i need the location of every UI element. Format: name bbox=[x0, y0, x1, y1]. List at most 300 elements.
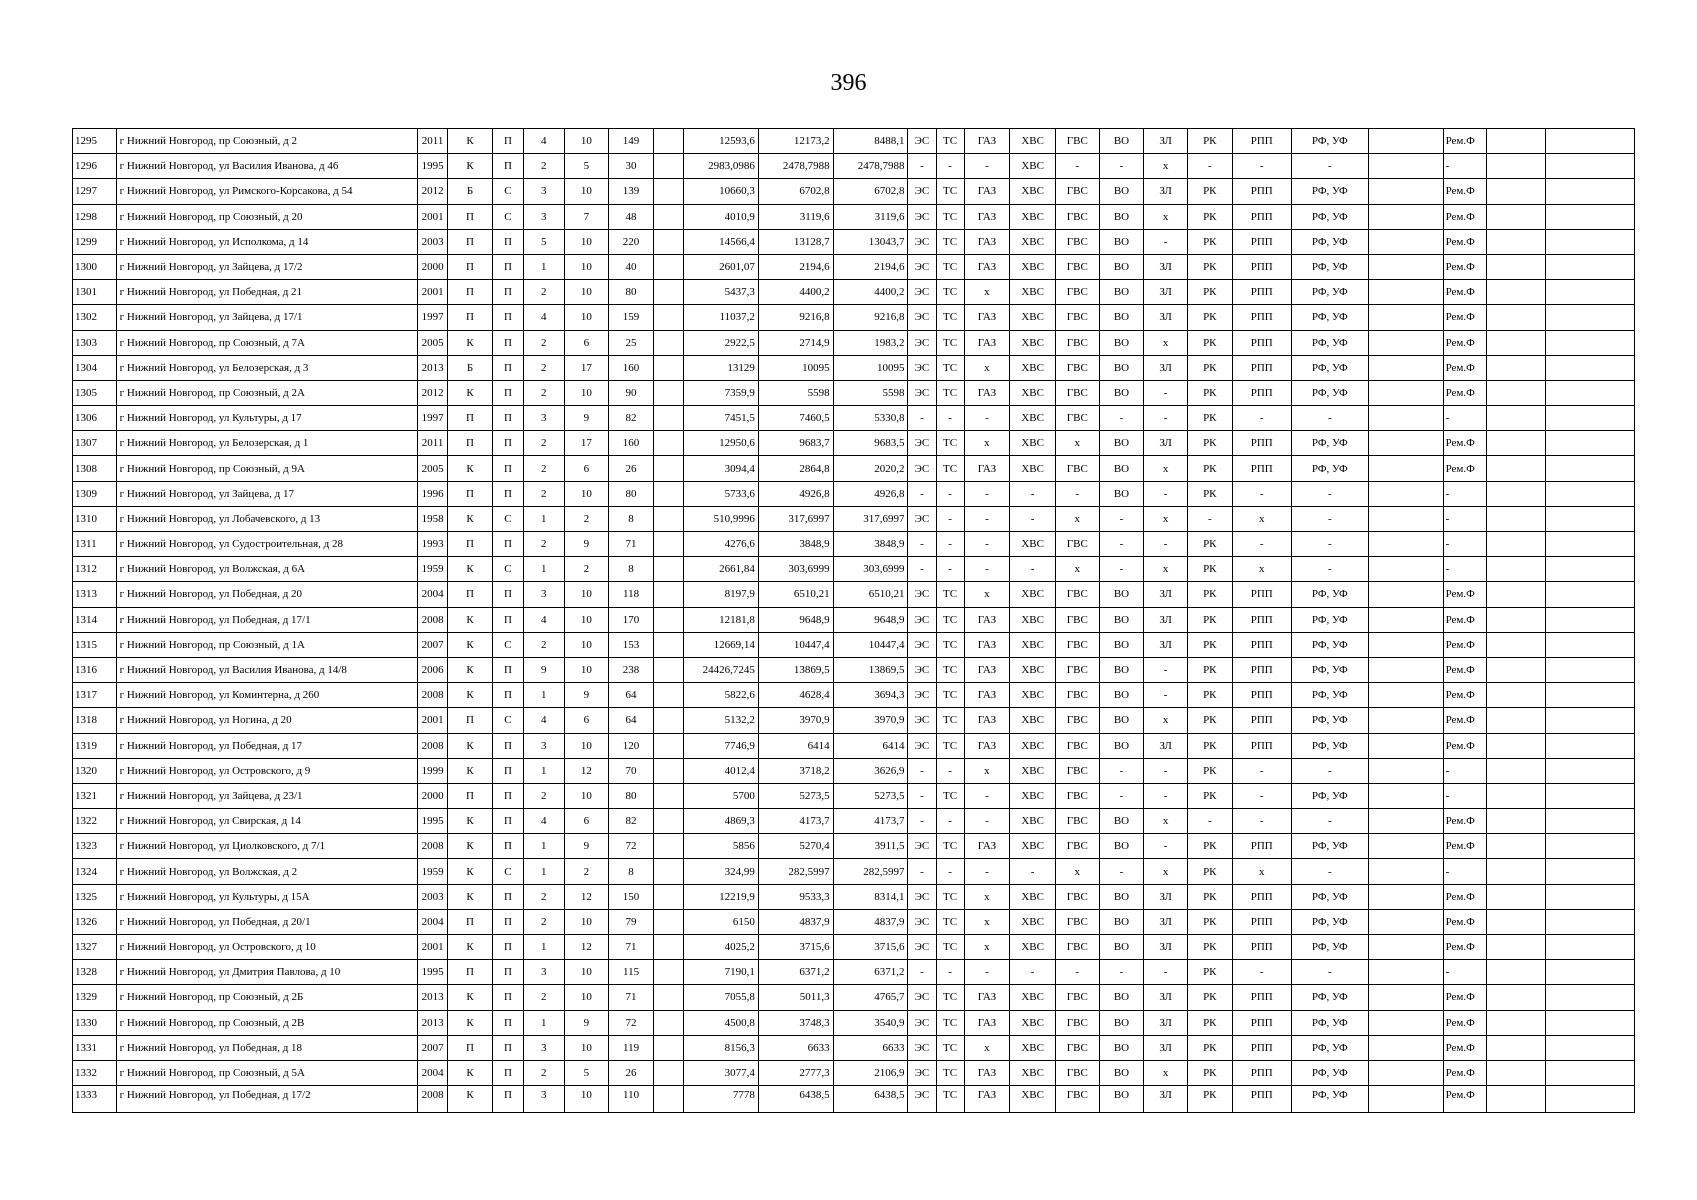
cell-es: - bbox=[908, 481, 936, 506]
cell-rf-uf: РФ, УФ bbox=[1291, 456, 1368, 481]
cell-apartments: 160 bbox=[609, 355, 654, 380]
cell-gvs: ГВС bbox=[1055, 254, 1099, 279]
cell-area-living: 4926,8 bbox=[758, 481, 833, 506]
cell-rk: РК bbox=[1187, 305, 1232, 330]
cell-area-residential: 2478,7988 bbox=[833, 154, 908, 179]
cell-area-total: 11037,2 bbox=[684, 305, 759, 330]
cell-address: г Нижний Новгород, ул Волжская, д 6А bbox=[116, 557, 417, 582]
cell-hvs: ХВС bbox=[1010, 683, 1056, 708]
cell-es: ЭС bbox=[908, 1060, 936, 1085]
cell-floors: 5 bbox=[564, 154, 609, 179]
cell-hvs: ХВС bbox=[1010, 129, 1056, 154]
cell-rk: - bbox=[1187, 154, 1232, 179]
cell-floors: 10 bbox=[564, 909, 609, 934]
cell-num: 1304 bbox=[73, 355, 117, 380]
cell-apartments: 82 bbox=[609, 809, 654, 834]
cell-vo: ВО bbox=[1099, 1010, 1144, 1035]
cell-rk: РК bbox=[1187, 532, 1232, 557]
cell-rem-f: Рем.Ф bbox=[1443, 582, 1487, 607]
cell-blank-b bbox=[1368, 179, 1443, 204]
cell-zl: - bbox=[1144, 758, 1188, 783]
cell-num: 1313 bbox=[73, 582, 117, 607]
cell-gvs: ГВС bbox=[1055, 229, 1099, 254]
cell-wall: П bbox=[492, 783, 523, 808]
cell-wall: П bbox=[492, 1060, 523, 1085]
cell-year: 1959 bbox=[418, 557, 448, 582]
cell-apartments: 120 bbox=[609, 733, 654, 758]
cell-ts: ТС bbox=[936, 305, 964, 330]
cell-gaz: ГАЗ bbox=[964, 179, 1010, 204]
cell-zl: х bbox=[1144, 154, 1188, 179]
cell-area-total: 7359,9 bbox=[684, 380, 759, 405]
cell-entrances: 2 bbox=[524, 632, 565, 657]
cell-num: 1333 bbox=[73, 1086, 117, 1113]
cell-blank-d bbox=[1546, 582, 1635, 607]
cell-floors: 9 bbox=[564, 834, 609, 859]
cell-blank-c bbox=[1487, 708, 1546, 733]
cell-area-residential: 3911,5 bbox=[833, 834, 908, 859]
cell-rem-f: Рем.Ф bbox=[1443, 733, 1487, 758]
cell-area-living: 3970,9 bbox=[758, 708, 833, 733]
cell-gvs: ГВС bbox=[1055, 783, 1099, 808]
cell-gaz: - bbox=[964, 859, 1010, 884]
cell-rf-uf: РФ, УФ bbox=[1291, 305, 1368, 330]
cell-ts: ТС bbox=[936, 1060, 964, 1085]
cell-num: 1308 bbox=[73, 456, 117, 481]
cell-blank-a bbox=[653, 431, 683, 456]
cell-gvs: ГВС bbox=[1055, 532, 1099, 557]
cell-rem-f: Рем.Ф bbox=[1443, 280, 1487, 305]
cell-blank-a bbox=[653, 657, 683, 682]
cell-blank-d bbox=[1546, 1060, 1635, 1085]
cell-area-total: 4010,9 bbox=[684, 204, 759, 229]
cell-blank-b bbox=[1368, 607, 1443, 632]
table-row bbox=[73, 1060, 1635, 1085]
cell-blank-d bbox=[1546, 179, 1635, 204]
cell-gvs: ГВС bbox=[1055, 632, 1099, 657]
cell-floors: 10 bbox=[564, 657, 609, 682]
cell-zl: х bbox=[1144, 708, 1188, 733]
cell-vo: - bbox=[1099, 557, 1144, 582]
cell-rk: РК bbox=[1187, 632, 1232, 657]
cell-wall: П bbox=[492, 985, 523, 1010]
cell-area-living: 4628,4 bbox=[758, 683, 833, 708]
cell-blank-a bbox=[653, 557, 683, 582]
cell-num: 1314 bbox=[73, 607, 117, 632]
cell-vo: - bbox=[1099, 532, 1144, 557]
cell-zl: ЗЛ bbox=[1144, 582, 1188, 607]
cell-num: 1331 bbox=[73, 1035, 117, 1060]
cell-material: К bbox=[448, 506, 493, 531]
cell-area-living: 12173,2 bbox=[758, 129, 833, 154]
cell-year: 2011 bbox=[418, 129, 448, 154]
cell-area-total: 2983,0986 bbox=[684, 154, 759, 179]
cell-address: г Нижний Новгород, ул Дмитрия Павлова, д 10 bbox=[116, 960, 417, 985]
cell-num: 1306 bbox=[73, 406, 117, 431]
cell-rk: РК bbox=[1187, 985, 1232, 1010]
cell-gvs: ГВС bbox=[1055, 985, 1099, 1010]
cell-wall: П bbox=[492, 280, 523, 305]
cell-es: - bbox=[908, 809, 936, 834]
cell-rf-uf: РФ, УФ bbox=[1291, 1060, 1368, 1085]
cell-year: 2007 bbox=[418, 632, 448, 657]
cell-area-total: 5822,6 bbox=[684, 683, 759, 708]
cell-blank-a bbox=[653, 481, 683, 506]
cell-area-living: 9216,8 bbox=[758, 305, 833, 330]
cell-area-total: 7451,5 bbox=[684, 406, 759, 431]
cell-entrances: 2 bbox=[524, 481, 565, 506]
cell-address: г Нижний Новгород, ул Победная, д 20 bbox=[116, 582, 417, 607]
cell-ts: ТС bbox=[936, 456, 964, 481]
cell-wall: П bbox=[492, 607, 523, 632]
cell-zl: ЗЛ bbox=[1144, 254, 1188, 279]
table-row bbox=[73, 456, 1635, 481]
cell-area-total: 2601,07 bbox=[684, 254, 759, 279]
cell-rpp: РПП bbox=[1232, 129, 1291, 154]
cell-year: 1958 bbox=[418, 506, 448, 531]
cell-area-residential: 2020,2 bbox=[833, 456, 908, 481]
cell-es: ЭС bbox=[908, 179, 936, 204]
cell-gvs: ГВС bbox=[1055, 305, 1099, 330]
cell-blank-c bbox=[1487, 280, 1546, 305]
cell-year: 2005 bbox=[418, 456, 448, 481]
cell-blank-c bbox=[1487, 783, 1546, 808]
cell-entrances: 2 bbox=[524, 380, 565, 405]
cell-gvs: ГВС bbox=[1055, 657, 1099, 682]
cell-blank-c bbox=[1487, 657, 1546, 682]
cell-apartments: 118 bbox=[609, 582, 654, 607]
cell-entrances: 2 bbox=[524, 154, 565, 179]
cell-area-total: 510,9996 bbox=[684, 506, 759, 531]
cell-blank-a bbox=[653, 809, 683, 834]
cell-zl: ЗЛ bbox=[1144, 607, 1188, 632]
cell-rpp: - bbox=[1232, 154, 1291, 179]
cell-ts: - bbox=[936, 960, 964, 985]
cell-vo: - bbox=[1099, 406, 1144, 431]
cell-rk: РК bbox=[1187, 431, 1232, 456]
cell-area-total: 12181,8 bbox=[684, 607, 759, 632]
cell-year: 2013 bbox=[418, 355, 448, 380]
cell-blank-c bbox=[1487, 154, 1546, 179]
cell-hvs: ХВС bbox=[1010, 909, 1056, 934]
cell-gaz: х bbox=[964, 582, 1010, 607]
cell-floors: 12 bbox=[564, 935, 609, 960]
cell-blank-d bbox=[1546, 683, 1635, 708]
cell-es: ЭС bbox=[908, 280, 936, 305]
cell-blank-c bbox=[1487, 557, 1546, 582]
cell-area-residential: 1983,2 bbox=[833, 330, 908, 355]
cell-es: ЭС bbox=[908, 380, 936, 405]
table-row bbox=[73, 406, 1635, 431]
cell-address: г Нижний Новгород, ул Победная, д 20/1 bbox=[116, 909, 417, 934]
cell-blank-a bbox=[653, 330, 683, 355]
cell-apartments: 80 bbox=[609, 783, 654, 808]
cell-ts: ТС bbox=[936, 129, 964, 154]
cell-gaz: ГАЗ bbox=[964, 607, 1010, 632]
cell-zl: - bbox=[1144, 532, 1188, 557]
cell-hvs: ХВС bbox=[1010, 607, 1056, 632]
cell-wall: С bbox=[492, 632, 523, 657]
cell-blank-a bbox=[653, 532, 683, 557]
cell-rem-f: - bbox=[1443, 406, 1487, 431]
cell-area-living: 6438,5 bbox=[758, 1086, 833, 1113]
cell-rem-f: Рем.Ф bbox=[1443, 355, 1487, 380]
cell-floors: 6 bbox=[564, 809, 609, 834]
cell-area-living: 6414 bbox=[758, 733, 833, 758]
cell-gaz: - bbox=[964, 154, 1010, 179]
cell-zl: ЗЛ bbox=[1144, 884, 1188, 909]
cell-blank-b bbox=[1368, 834, 1443, 859]
cell-area-living: 5011,3 bbox=[758, 985, 833, 1010]
cell-apartments: 25 bbox=[609, 330, 654, 355]
cell-area-total: 4025,2 bbox=[684, 935, 759, 960]
cell-blank-c bbox=[1487, 909, 1546, 934]
cell-rpp: РПП bbox=[1232, 1086, 1291, 1113]
cell-ts: ТС bbox=[936, 783, 964, 808]
cell-zl: - bbox=[1144, 834, 1188, 859]
cell-rf-uf: РФ, УФ bbox=[1291, 733, 1368, 758]
cell-year: 2008 bbox=[418, 834, 448, 859]
cell-rem-f: Рем.Ф bbox=[1443, 254, 1487, 279]
cell-zl: х bbox=[1144, 456, 1188, 481]
cell-apartments: 238 bbox=[609, 657, 654, 682]
cell-vo: ВО bbox=[1099, 1035, 1144, 1060]
cell-rf-uf: РФ, УФ bbox=[1291, 708, 1368, 733]
cell-floors: 10 bbox=[564, 733, 609, 758]
table-row bbox=[73, 1010, 1635, 1035]
cell-blank-d bbox=[1546, 129, 1635, 154]
cell-apartments: 71 bbox=[609, 532, 654, 557]
cell-apartments: 110 bbox=[609, 1086, 654, 1113]
cell-num: 1326 bbox=[73, 909, 117, 934]
cell-apartments: 82 bbox=[609, 406, 654, 431]
cell-ts: ТС bbox=[936, 607, 964, 632]
cell-vo: ВО bbox=[1099, 985, 1144, 1010]
cell-hvs: - bbox=[1010, 481, 1056, 506]
cell-blank-d bbox=[1546, 809, 1635, 834]
cell-area-living: 5273,5 bbox=[758, 783, 833, 808]
cell-rem-f: Рем.Ф bbox=[1443, 179, 1487, 204]
cell-floors: 10 bbox=[564, 229, 609, 254]
cell-apartments: 149 bbox=[609, 129, 654, 154]
cell-address: г Нижний Новгород, ул Циолковского, д 7/1 bbox=[116, 834, 417, 859]
cell-rem-f: - bbox=[1443, 506, 1487, 531]
cell-floors: 10 bbox=[564, 960, 609, 985]
cell-year: 1995 bbox=[418, 960, 448, 985]
cell-rf-uf: РФ, УФ bbox=[1291, 985, 1368, 1010]
cell-rem-f: Рем.Ф bbox=[1443, 456, 1487, 481]
cell-hvs: ХВС bbox=[1010, 834, 1056, 859]
cell-hvs: - bbox=[1010, 960, 1056, 985]
cell-ts: - bbox=[936, 557, 964, 582]
cell-rem-f: Рем.Ф bbox=[1443, 1010, 1487, 1035]
cell-area-residential: 5598 bbox=[833, 380, 908, 405]
cell-address: г Нижний Новгород, ул Островского, д 10 bbox=[116, 935, 417, 960]
cell-gvs: ГВС bbox=[1055, 607, 1099, 632]
cell-material: К bbox=[448, 985, 493, 1010]
cell-ts: ТС bbox=[936, 834, 964, 859]
table-row bbox=[73, 129, 1635, 154]
cell-gvs: ГВС bbox=[1055, 179, 1099, 204]
cell-rpp: РПП bbox=[1232, 632, 1291, 657]
cell-rf-uf: РФ, УФ bbox=[1291, 1035, 1368, 1060]
cell-area-living: 3715,6 bbox=[758, 935, 833, 960]
cell-zl: - bbox=[1144, 783, 1188, 808]
cell-blank-d bbox=[1546, 884, 1635, 909]
cell-address: г Нижний Новгород, пр Союзный, д 2А bbox=[116, 380, 417, 405]
cell-blank-b bbox=[1368, 305, 1443, 330]
cell-hvs: ХВС bbox=[1010, 355, 1056, 380]
cell-blank-c bbox=[1487, 884, 1546, 909]
cell-entrances: 4 bbox=[524, 708, 565, 733]
cell-gaz: х bbox=[964, 431, 1010, 456]
cell-area-total: 4869,3 bbox=[684, 809, 759, 834]
cell-gaz: ГАЗ bbox=[964, 1060, 1010, 1085]
cell-rem-f: Рем.Ф bbox=[1443, 380, 1487, 405]
cell-blank-c bbox=[1487, 683, 1546, 708]
cell-es: ЭС bbox=[908, 632, 936, 657]
cell-material: П bbox=[448, 229, 493, 254]
cell-blank-b bbox=[1368, 380, 1443, 405]
cell-hvs: ХВС bbox=[1010, 532, 1056, 557]
cell-area-total: 3077,4 bbox=[684, 1060, 759, 1085]
cell-blank-c bbox=[1487, 834, 1546, 859]
cell-blank-d bbox=[1546, 154, 1635, 179]
cell-rk: - bbox=[1187, 506, 1232, 531]
cell-rf-uf: - bbox=[1291, 960, 1368, 985]
cell-blank-b bbox=[1368, 254, 1443, 279]
table-row bbox=[73, 935, 1635, 960]
cell-blank-c bbox=[1487, 758, 1546, 783]
cell-hvs: ХВС bbox=[1010, 582, 1056, 607]
cell-year: 2001 bbox=[418, 204, 448, 229]
cell-gvs: х bbox=[1055, 859, 1099, 884]
table-row bbox=[73, 884, 1635, 909]
cell-es: ЭС bbox=[908, 254, 936, 279]
cell-rf-uf: - bbox=[1291, 758, 1368, 783]
cell-hvs: ХВС bbox=[1010, 985, 1056, 1010]
cell-blank-b bbox=[1368, 229, 1443, 254]
cell-wall: П bbox=[492, 254, 523, 279]
cell-rem-f: Рем.Ф bbox=[1443, 909, 1487, 934]
cell-blank-d bbox=[1546, 859, 1635, 884]
cell-es: ЭС bbox=[908, 431, 936, 456]
cell-wall: П bbox=[492, 355, 523, 380]
cell-num: 1325 bbox=[73, 884, 117, 909]
cell-hvs: ХВС bbox=[1010, 330, 1056, 355]
cell-area-living: 2714,9 bbox=[758, 330, 833, 355]
cell-area-residential: 6414 bbox=[833, 733, 908, 758]
cell-rf-uf: РФ, УФ bbox=[1291, 380, 1368, 405]
cell-rk: РК bbox=[1187, 456, 1232, 481]
cell-vo: ВО bbox=[1099, 632, 1144, 657]
cell-ts: ТС bbox=[936, 380, 964, 405]
cell-hvs: ХВС bbox=[1010, 431, 1056, 456]
cell-gvs: ГВС bbox=[1055, 708, 1099, 733]
cell-area-total: 7746,9 bbox=[684, 733, 759, 758]
cell-vo: ВО bbox=[1099, 909, 1144, 934]
cell-year: 2004 bbox=[418, 1060, 448, 1085]
cell-material: К bbox=[448, 809, 493, 834]
cell-rk: РК bbox=[1187, 557, 1232, 582]
cell-area-residential: 317,6997 bbox=[833, 506, 908, 531]
cell-wall: П bbox=[492, 582, 523, 607]
cell-year: 2012 bbox=[418, 380, 448, 405]
table-row bbox=[73, 733, 1635, 758]
cell-area-residential: 10095 bbox=[833, 355, 908, 380]
cell-hvs: ХВС bbox=[1010, 204, 1056, 229]
cell-material: К bbox=[448, 935, 493, 960]
cell-es: ЭС bbox=[908, 355, 936, 380]
cell-area-living: 10095 bbox=[758, 355, 833, 380]
cell-entrances: 2 bbox=[524, 884, 565, 909]
cell-rem-f: - bbox=[1443, 758, 1487, 783]
cell-address: г Нижний Новгород, ул Свирская, д 14 bbox=[116, 809, 417, 834]
cell-blank-a bbox=[653, 834, 683, 859]
cell-material: К bbox=[448, 758, 493, 783]
cell-blank-b bbox=[1368, 154, 1443, 179]
cell-rpp: РПП bbox=[1232, 607, 1291, 632]
cell-gvs: ГВС bbox=[1055, 129, 1099, 154]
cell-zl: ЗЛ bbox=[1144, 179, 1188, 204]
cell-rem-f: - bbox=[1443, 532, 1487, 557]
cell-area-residential: 4837,9 bbox=[833, 909, 908, 934]
cell-address: г Нижний Новгород, пр Союзный, д 5А bbox=[116, 1060, 417, 1085]
cell-year: 1997 bbox=[418, 305, 448, 330]
cell-year: 2005 bbox=[418, 330, 448, 355]
cell-area-living: 13869,5 bbox=[758, 657, 833, 682]
cell-blank-c bbox=[1487, 960, 1546, 985]
cell-area-living: 282,5997 bbox=[758, 859, 833, 884]
cell-area-total: 5856 bbox=[684, 834, 759, 859]
cell-blank-a bbox=[653, 960, 683, 985]
table-row bbox=[73, 254, 1635, 279]
cell-num: 1319 bbox=[73, 733, 117, 758]
cell-year: 2006 bbox=[418, 657, 448, 682]
cell-area-residential: 8314,1 bbox=[833, 884, 908, 909]
cell-wall: П bbox=[492, 1086, 523, 1113]
cell-entrances: 2 bbox=[524, 431, 565, 456]
cell-rk: РК bbox=[1187, 708, 1232, 733]
cell-ts: ТС bbox=[936, 254, 964, 279]
cell-apartments: 26 bbox=[609, 1060, 654, 1085]
cell-blank-a bbox=[653, 758, 683, 783]
cell-material: П bbox=[448, 532, 493, 557]
cell-year: 2004 bbox=[418, 909, 448, 934]
cell-vo: ВО bbox=[1099, 380, 1144, 405]
cell-year: 1997 bbox=[418, 406, 448, 431]
cell-vo: ВО bbox=[1099, 355, 1144, 380]
cell-blank-d bbox=[1546, 204, 1635, 229]
cell-vo: - bbox=[1099, 960, 1144, 985]
cell-entrances: 3 bbox=[524, 733, 565, 758]
cell-rem-f: Рем.Ф bbox=[1443, 884, 1487, 909]
cell-floors: 10 bbox=[564, 1086, 609, 1113]
cell-hvs: ХВС bbox=[1010, 1035, 1056, 1060]
cell-entrances: 3 bbox=[524, 1086, 565, 1113]
cell-num: 1296 bbox=[73, 154, 117, 179]
cell-blank-d bbox=[1546, 783, 1635, 808]
cell-area-total: 4012,4 bbox=[684, 758, 759, 783]
cell-gaz: - bbox=[964, 532, 1010, 557]
cell-hvs: - bbox=[1010, 557, 1056, 582]
cell-entrances: 9 bbox=[524, 657, 565, 682]
cell-wall: П bbox=[492, 532, 523, 557]
cell-zl: ЗЛ bbox=[1144, 733, 1188, 758]
cell-num: 1316 bbox=[73, 657, 117, 682]
cell-blank-d bbox=[1546, 431, 1635, 456]
cell-wall: П bbox=[492, 456, 523, 481]
